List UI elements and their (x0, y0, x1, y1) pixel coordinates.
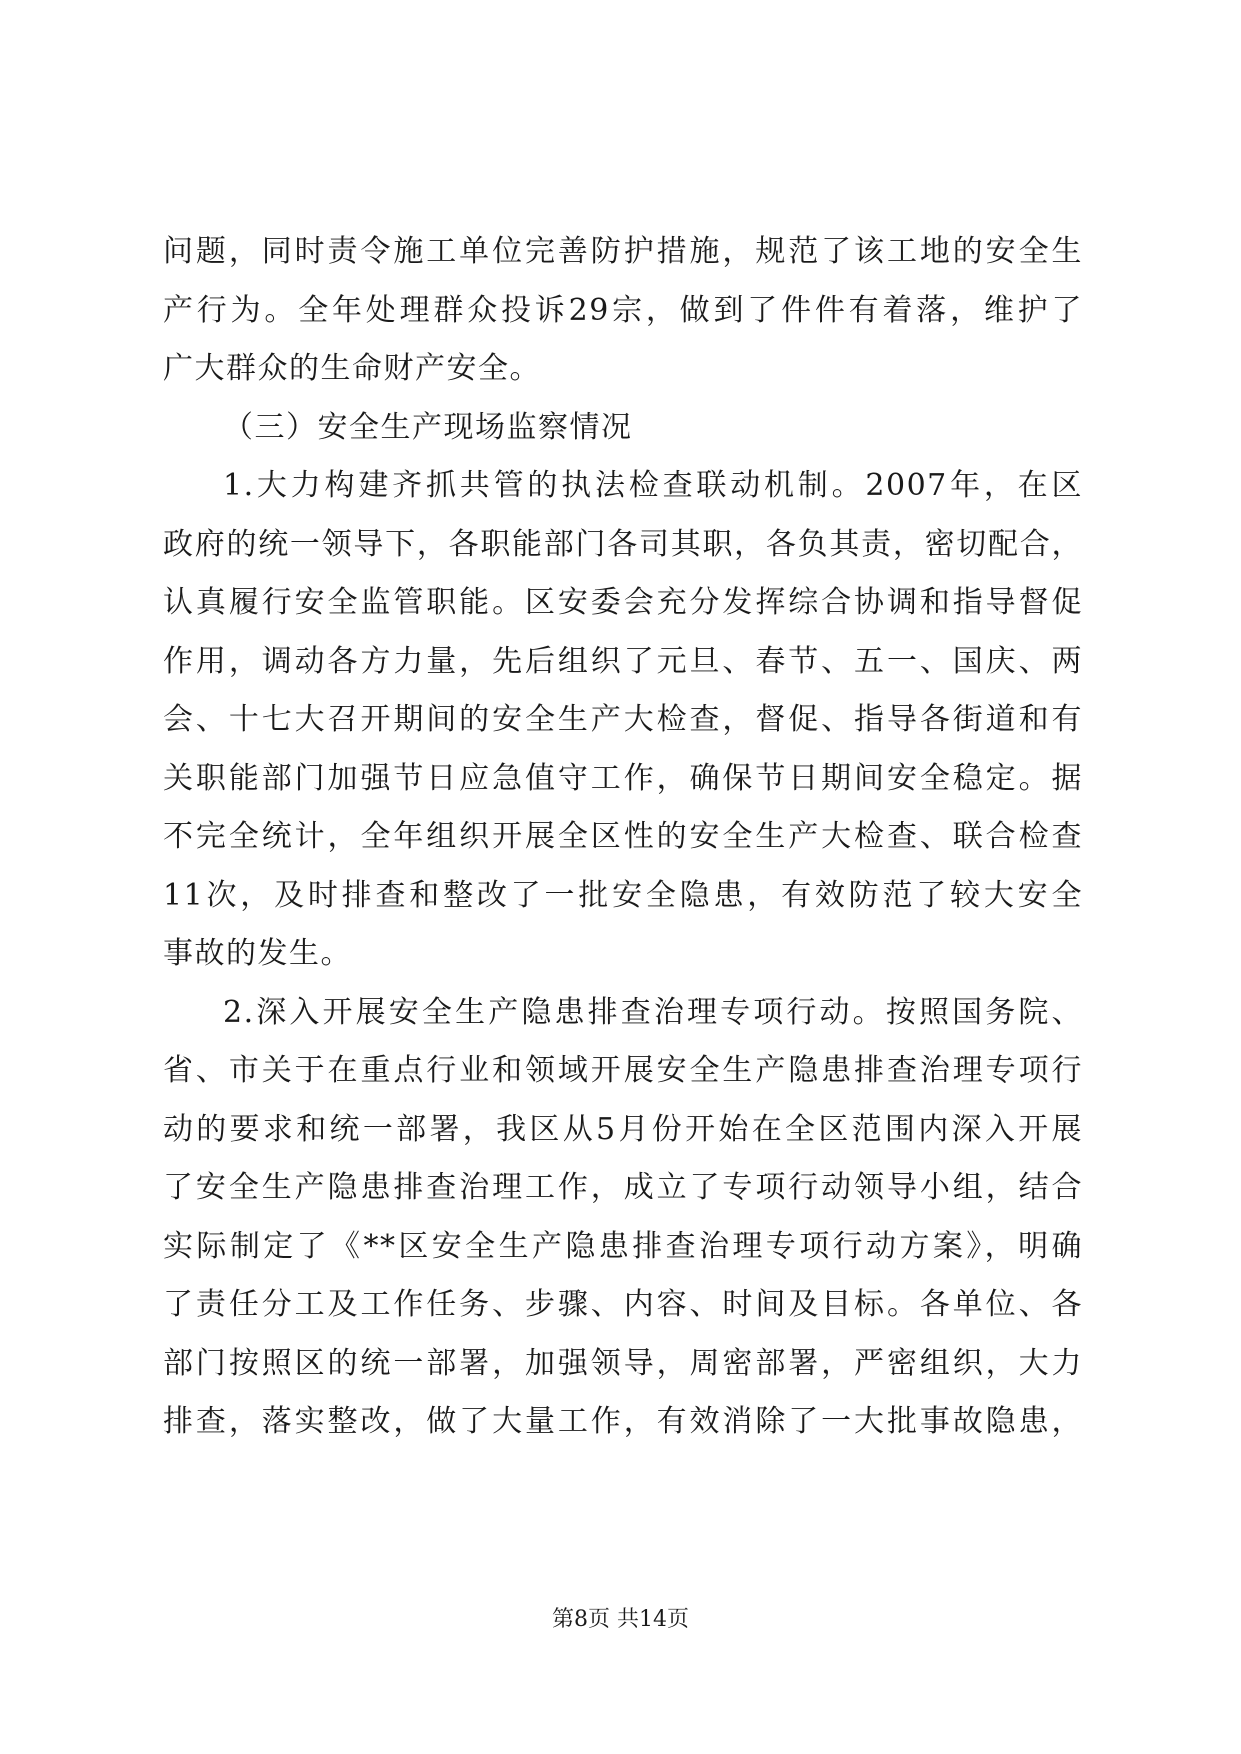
text-line: 关职能部门加强节日应急值守工作，确保节日期间安全稳定。据 (163, 760, 1083, 796)
text-line: 广大群众的生命财产安全。 (163, 351, 541, 386)
text-line: 2.深入开展安全生产隐患排查治理专项行动。按照国务院、 (223, 994, 1083, 1030)
text-line: 了责任分工及工作任务、步骤、内容、时间及目标。各单位、各 (163, 1287, 1083, 1322)
section-heading: （三）安全生产现场监察情况 (223, 409, 633, 445)
document-body (163, 223, 1083, 1452)
page-number-footer: 第8页 共14页 (552, 1607, 689, 1632)
text-line: 会、十七大召开期间的安全生产大检查，督促、指导各街道和有 (163, 702, 1083, 737)
text-line: 实际制定了《**区安全生产隐患排查治理专项行动方案》，明确 (163, 1228, 1083, 1264)
text-line: 政府的统一领导下，各职能部门各司其职，各负其责，密切配合， (163, 526, 1083, 562)
text-line: 问题，同时责令施工单位完善防护措施，规范了该工地的安全生 (163, 234, 1083, 269)
text-line: 不完全统计，全年组织开展全区性的安全生产大检查、联合检查 (163, 819, 1083, 854)
text-line: 部门按照区的统一部署，加强领导，周密部署，严密组织，大力 (163, 1345, 1083, 1381)
text-line: 动的要求和统一部署，我区从5月份开始在全区范围内深入开展 (163, 1111, 1083, 1147)
text-line: 省、市关于在重点行业和领域开展安全生产隐患排查治理专项行 (163, 1053, 1083, 1088)
text-line: 事故的发生。 (163, 936, 352, 971)
text-line: 产行为。全年处理群众投诉29宗，做到了件件有着落，维护了 (163, 292, 1083, 328)
text-line: 作用，调动各方力量，先后组织了元旦、春节、五一、国庆、两 (163, 643, 1083, 679)
text-line: 1.大力构建齐抓共管的执法检查联动机制。2007年，在区 (223, 468, 1083, 503)
text-line: 排查，落实整改，做了大量工作，有效消除了一大批事故隐患， (163, 1404, 1083, 1439)
text-line: 认真履行安全监管职能。区安委会充分发挥综合协调和指导督促 (163, 585, 1083, 620)
text-line: 了安全生产隐患排查治理工作，成立了专项行动领导小组，结合 (163, 1170, 1083, 1205)
text-line: 11次，及时排查和整改了一批安全隐患，有效防范了较大安全 (163, 877, 1083, 913)
